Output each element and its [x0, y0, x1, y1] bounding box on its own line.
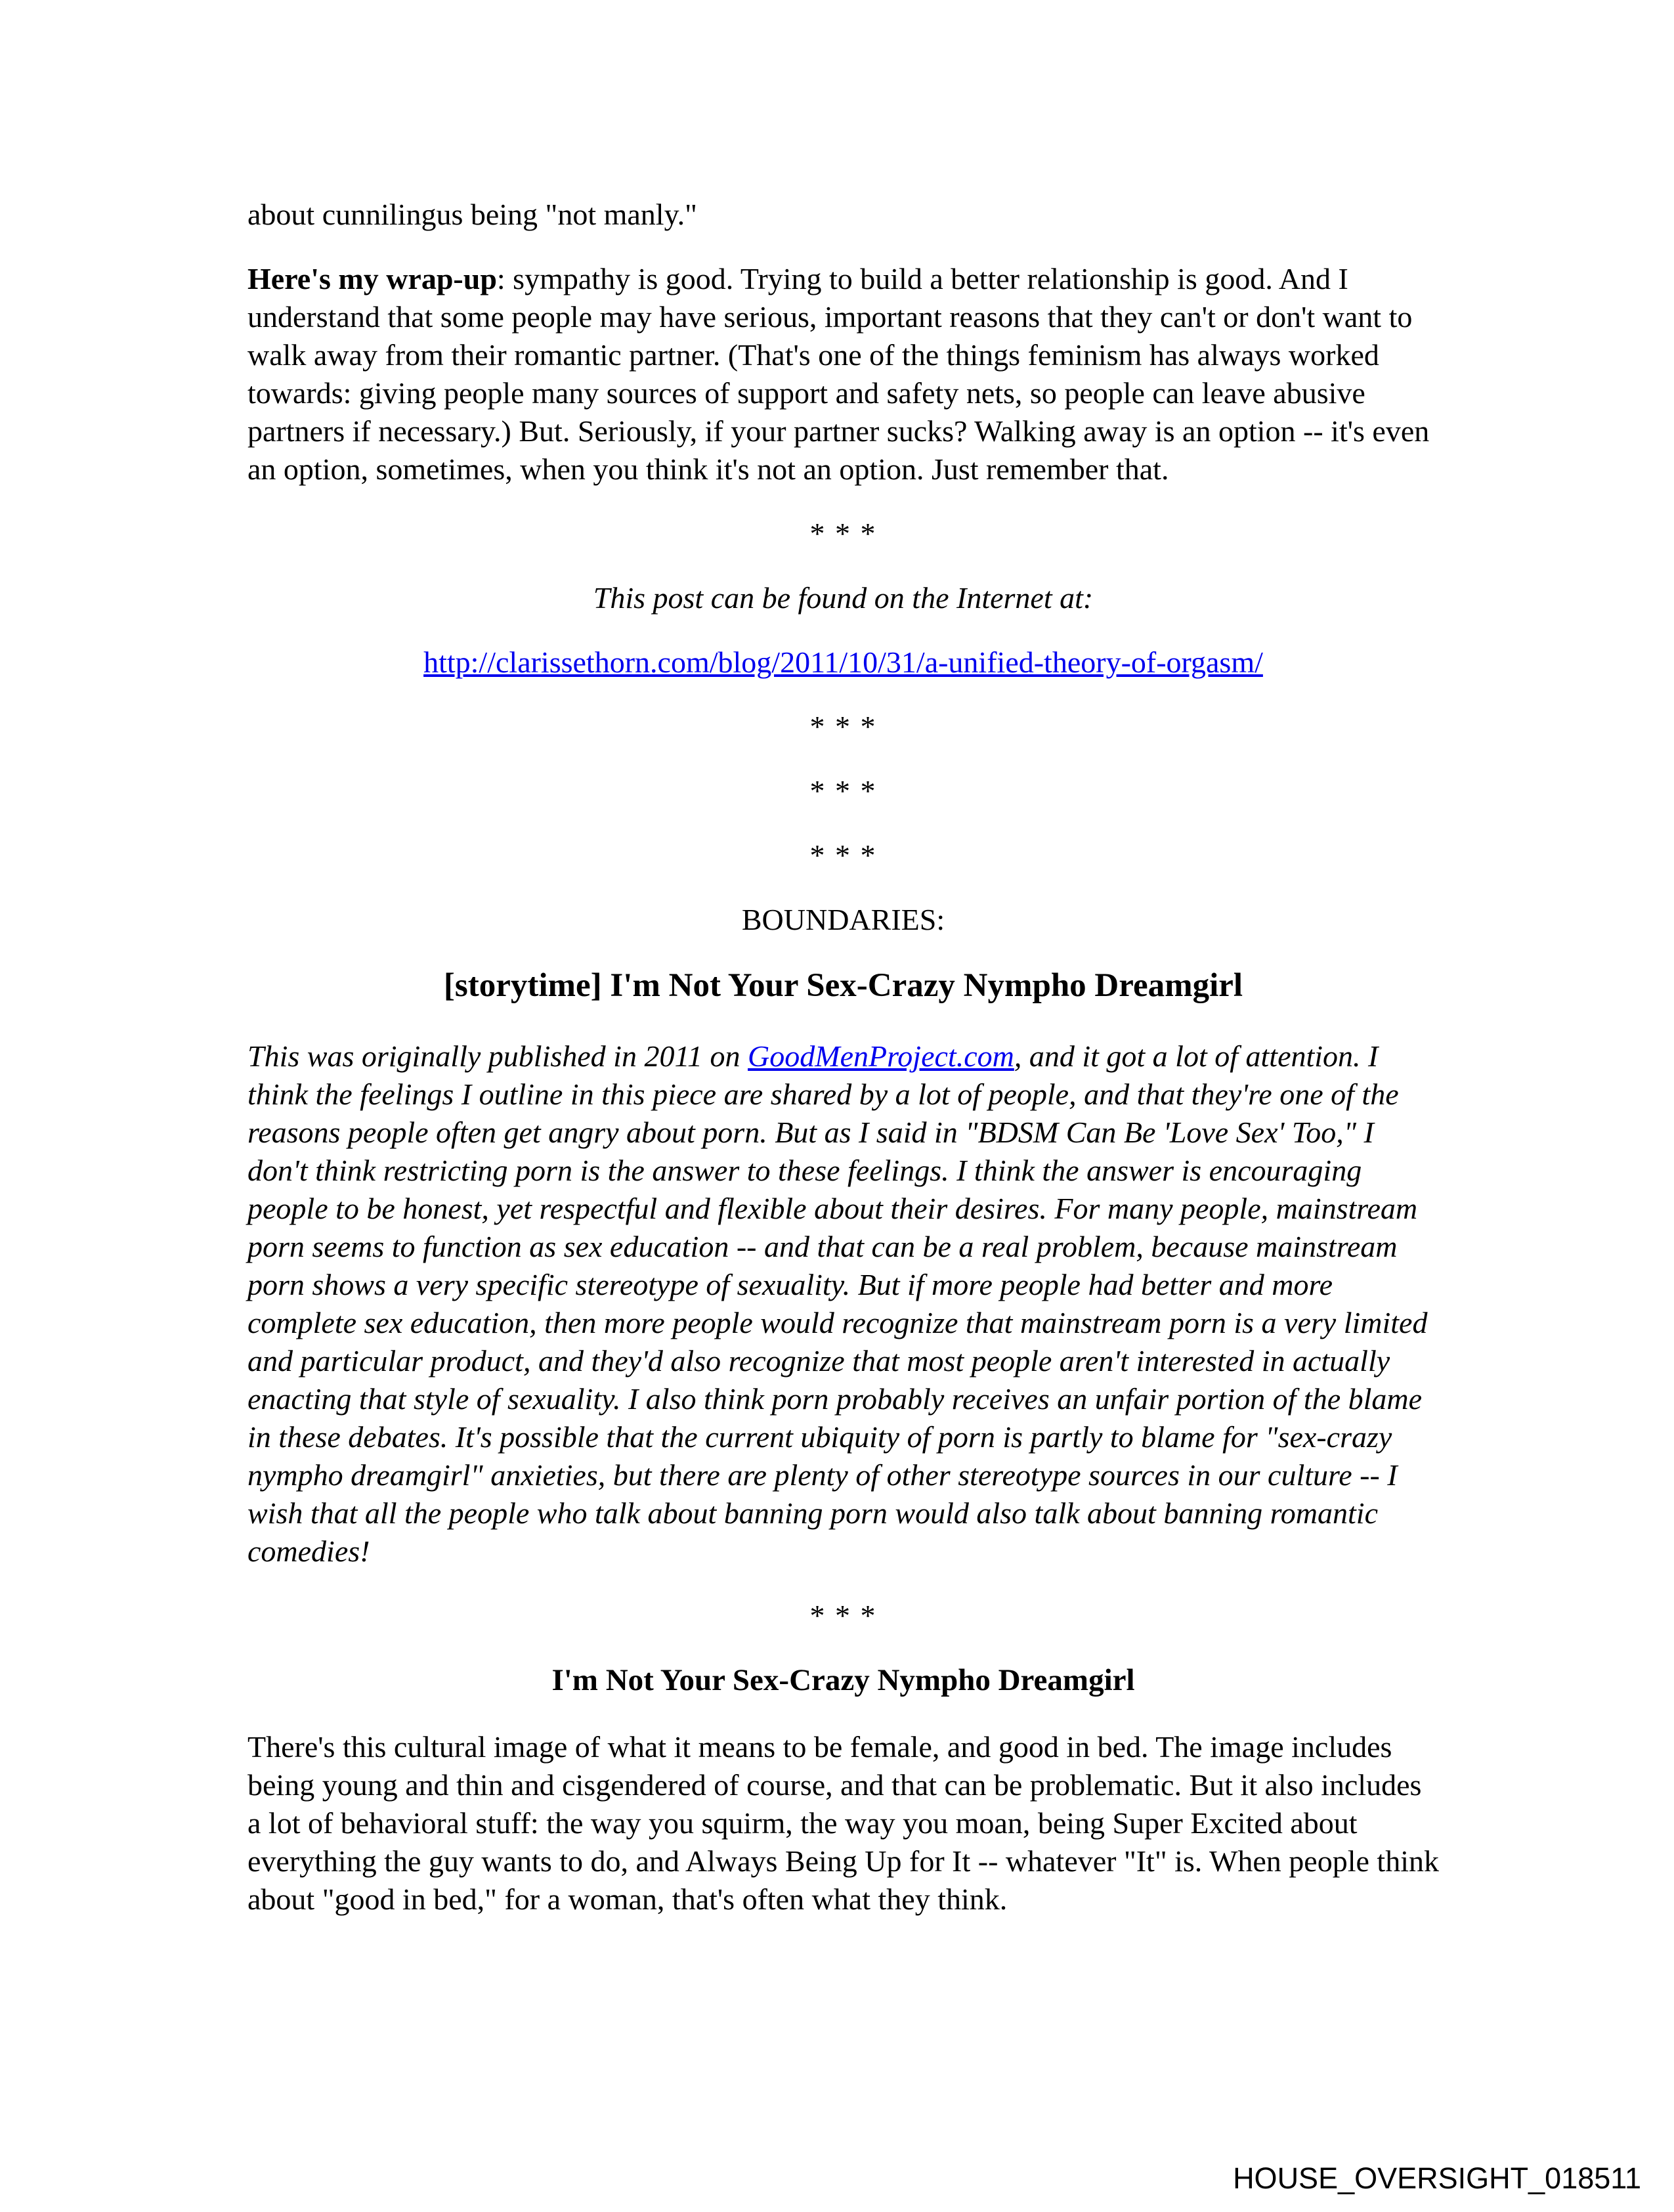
storytime-title: [storytime] I'm Not Your Sex-Crazy Nympho Dreamgirl: [443, 967, 1243, 1004]
separator-stars: * * *: [809, 1599, 877, 1632]
wrapup-rest: : sympathy is good. Trying to build a better relationship is good. And I understand that some people may have serious, important reasons that they can't or don't want to walk away from their romantic partner. (That's one of the things feminism has always worked towards: giving people many sources of support and safety nets, so people can leave abusive partners if necessary.) But. Seriously, if your partner sucks? Walking away is an option -- it's even an option, sometimes, when you think it's not an option. Just remember that.: [247, 262, 1430, 486]
post-url-line: [247, 643, 1439, 682]
intro-pre: This was originally published in 2011 on: [247, 1039, 748, 1073]
body-paragraph: There's this cultural image of what it means to be female, and good in bed. The image includes being young and thin and cisgendered of course, and that can be problematic. But it also includes a lot of behavioral stuff: the way you squirm, the way you moan, being Super Excited about everything the guy wants to do, and Always Being Up for It -- whatever "It" is. When people think about "good in bed," for a woman, that's often what they think.: [247, 1730, 1439, 1916]
intro-paragraph: [247, 1037, 1439, 1571]
section-title: I'm Not Your Sex-Crazy Nympho Dreamgirl: [551, 1663, 1135, 1697]
separator-stars: * * *: [809, 774, 877, 808]
separator-stars: * * *: [809, 710, 877, 743]
top-paragraph: about cunnilingus being "not manly.": [247, 198, 697, 231]
goodmenproject-link[interactable]: GoodMenProject.com: [748, 1039, 1014, 1073]
post-url-link[interactable]: http://clarissethorn.com/blog/2011/10/31/a-unified-theory-of-orgasm/: [423, 645, 1263, 679]
wrapup-paragraph: [247, 260, 1439, 488]
separator-stars: * * *: [809, 517, 877, 550]
document-content: [247, 196, 1439, 1945]
post-location-line: This post can be found on the Internet at:: [593, 581, 1094, 615]
boundaries-label: BOUNDARIES:: [741, 903, 945, 936]
wrapup-lead: Here's my wrap-up: [247, 262, 497, 295]
bates-stamp: HOUSE_OVERSIGHT_018511: [1233, 2161, 1641, 2195]
intro-post: , and it got a lot of attention. I think the feelings I outline in this piece are shared by a lot of people, and that they're one of the reasons people often get angry about porn. But as I said in "BDSM Can Be 'Love Sex' Too," I don't think restricting porn is the answer to these feelings. I think the answer is encouraging people to be honest, yet respectful and flexible about their desires. For many people, mainstream porn seems to function as sex education -- and that can be a real problem, because mainstream porn shows a very specific stereotype of sexuality. But if more people had better and more complete sex education, then more people would recognize that mainstream porn is a very limited and particular product, and they'd also recognize that most people aren't interested in actually enacting that style of sexuality. I also think porn probably receives an unfair portion of the blame in these debates. It's possible that the current ubiquity of porn is partly to blame for "sex-crazy nympho dreamgirl" anxieties, but there are plenty of other stereotype sources in our culture -- I wish that all the people who talk about banning porn would also talk about banning romantic comedies!: [247, 1039, 1428, 1568]
separator-stars: * * *: [809, 838, 877, 872]
